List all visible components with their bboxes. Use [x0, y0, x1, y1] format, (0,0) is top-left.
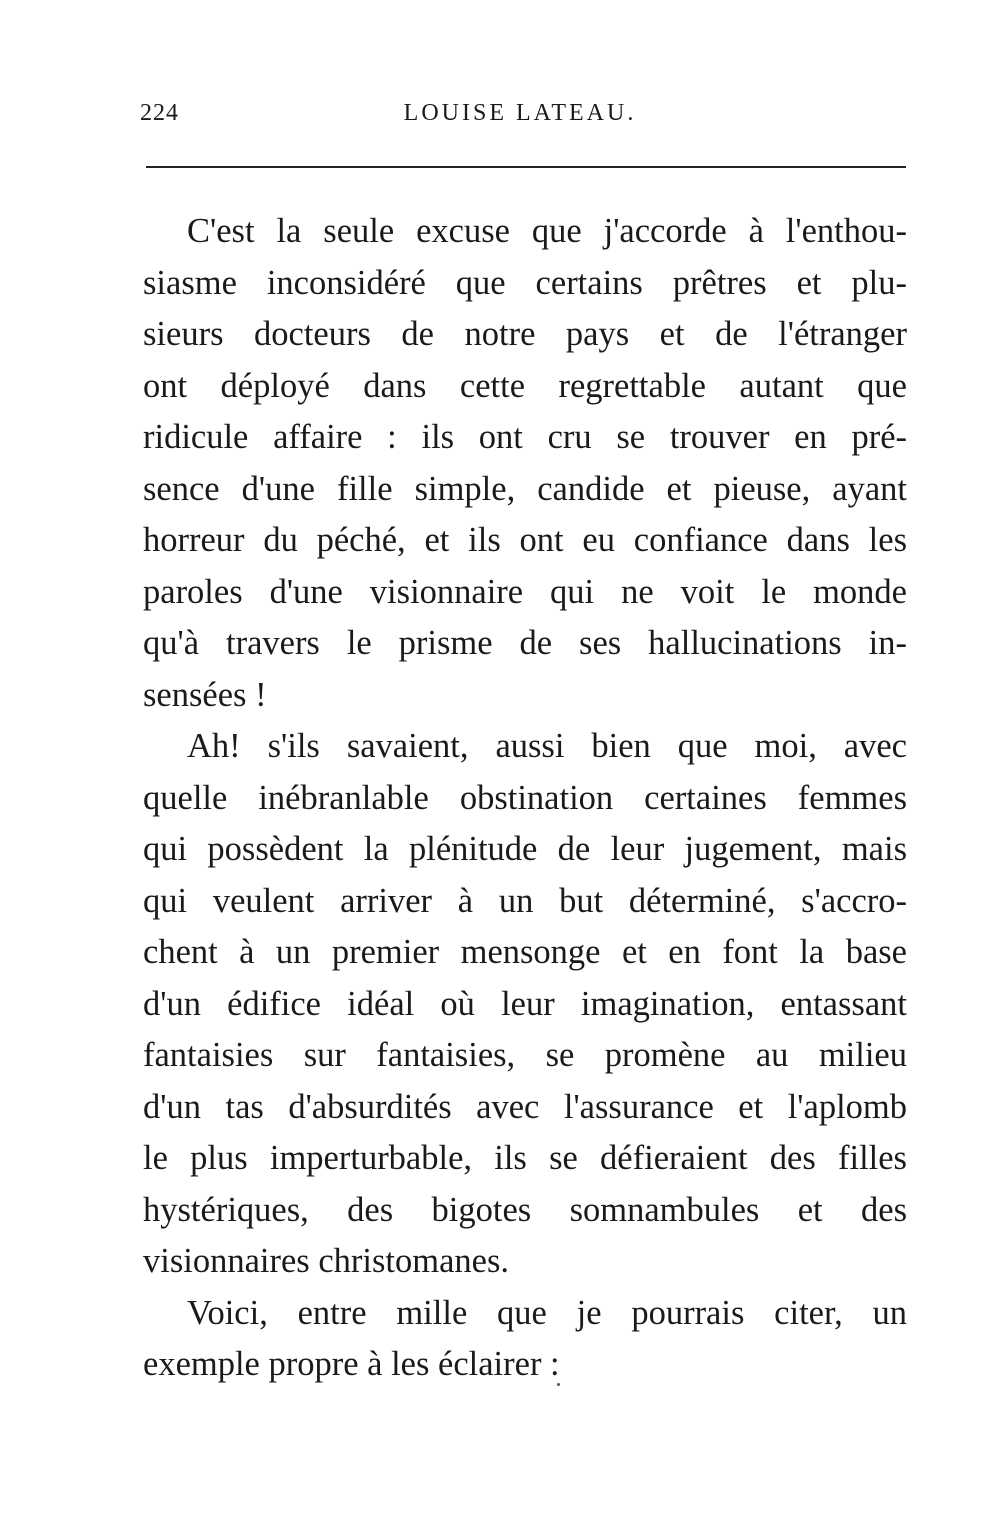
text-line: qui veulent arriver à un but déterminé, s'accro- [143, 881, 907, 920]
text-line: chent à un premier mensonge et en font la base [143, 933, 907, 971]
text-line: Voici, entre mille que je pourrais citer, un [187, 1293, 907, 1332]
header-rule [146, 166, 906, 168]
text-line: C'est la seule excuse que j'accorde à l'enthou- [187, 212, 907, 250]
text-line: quelle inébranlable obstination certaines femmes [143, 778, 907, 817]
text-line: paroles d'une visionnaire qui ne voit le monde [143, 572, 907, 611]
text-line: siasme inconsidéré que certains prêtres et plu- [143, 263, 907, 302]
text-line: visionnaires christomanes. [143, 1242, 510, 1280]
text-line: sieurs docteurs de notre pays et de l'étranger [143, 315, 907, 353]
text-line: fantaisies sur fantaisies, se promène au milieu [143, 1036, 907, 1074]
paragraph-1 [143, 206, 907, 721]
paragraph-2 [143, 721, 907, 1288]
text-line: hystériques, des bigotes somnambules et des [143, 1190, 907, 1229]
text-line: d'un tas d'absurdités avec l'assurance et l'aplomb [143, 1087, 907, 1126]
text-line: le plus imperturbable, ils se défieraient des filles [143, 1139, 907, 1177]
text-line: ridicule affaire : ils ont cru se trouver en pré- [143, 418, 907, 456]
body-text [143, 206, 907, 1391]
text-line: sence d'une fille simple, candide et pieuse, ayant [143, 469, 907, 508]
text-line: ont déployé dans cette regrettable autant que [143, 366, 907, 405]
text-line: Ah! s'ils savaient, aussi bien que moi, avec [187, 727, 907, 765]
print-speck [557, 1383, 560, 1386]
running-title: LOUISE LATEAU. [403, 100, 637, 126]
text-line: horreur du péché, et ils ont eu confiance dans les [143, 521, 907, 559]
paragraph-3 [143, 1288, 907, 1391]
text-line: qui possèdent la plénitude de leur jugement, mais [143, 830, 907, 868]
text-line: d'un édifice idéal où leur imagination, entassant [143, 984, 907, 1023]
running-head [140, 100, 900, 140]
text-line: exemple propre à les éclairer : [143, 1345, 560, 1383]
page-number: 224 [140, 100, 179, 126]
text-line: qu'à travers le prisme de ses hallucinations in- [143, 624, 907, 662]
text-line: sensées ! [143, 675, 267, 714]
